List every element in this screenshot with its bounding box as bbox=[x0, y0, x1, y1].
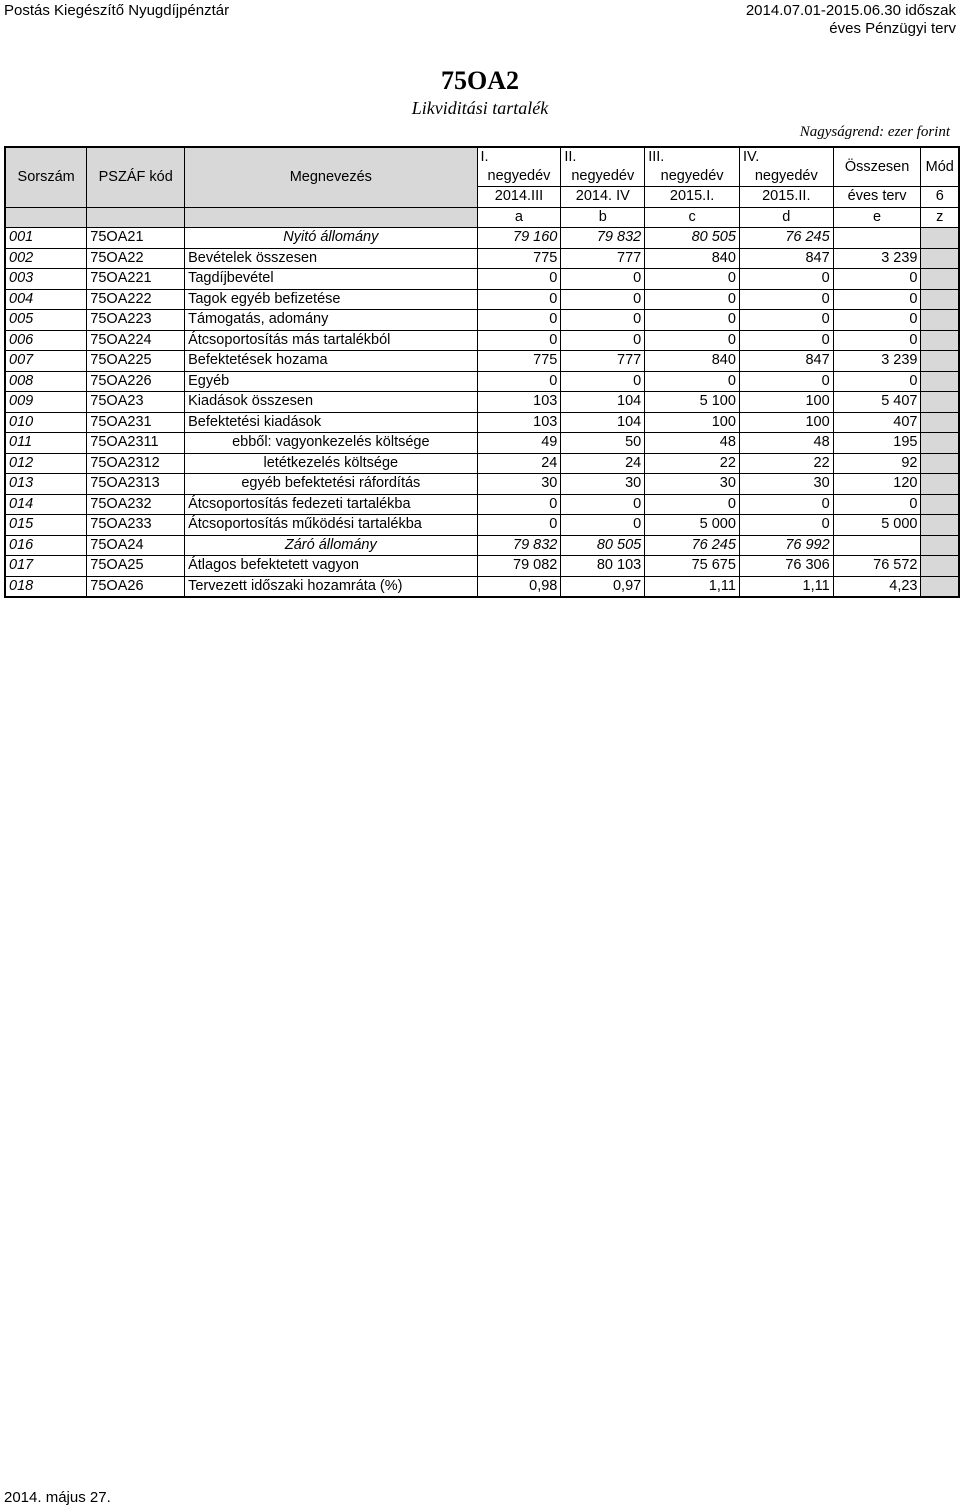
mod-cell bbox=[921, 515, 959, 536]
col-q3 bbox=[645, 147, 740, 187]
table-row bbox=[5, 474, 959, 495]
value-q3: 22 bbox=[645, 453, 740, 474]
value-q1: 0 bbox=[477, 494, 561, 515]
value-q2: 104 bbox=[561, 392, 645, 413]
table-row bbox=[5, 576, 959, 597]
row-pszaf-code: 75OA226 bbox=[87, 371, 185, 392]
mod-cell bbox=[921, 371, 959, 392]
period-info bbox=[746, 2, 956, 38]
row-number: 002 bbox=[5, 248, 87, 269]
value-q2: 0 bbox=[561, 269, 645, 290]
value-total: 5 407 bbox=[833, 392, 921, 413]
value-q4: 0 bbox=[739, 371, 833, 392]
value-q4: 30 bbox=[739, 474, 833, 495]
table-row bbox=[5, 535, 959, 556]
value-q2: 80 103 bbox=[561, 556, 645, 577]
value-q4: 0 bbox=[739, 289, 833, 310]
table-row bbox=[5, 371, 959, 392]
col-mod: Mód bbox=[921, 147, 959, 187]
col-pszaf-kod: PSZÁF kód bbox=[87, 147, 185, 207]
value-q3: 48 bbox=[645, 433, 740, 454]
row-number: 001 bbox=[5, 228, 87, 249]
q2-roman: II. bbox=[564, 149, 577, 165]
row-label: Befektetések hozama bbox=[185, 351, 477, 372]
value-total: 0 bbox=[833, 310, 921, 331]
value-q2: 30 bbox=[561, 474, 645, 495]
row-pszaf-code: 75OA2313 bbox=[87, 474, 185, 495]
mod-cell bbox=[921, 228, 959, 249]
value-total bbox=[833, 535, 921, 556]
q1-period: 2014.III bbox=[477, 187, 561, 208]
value-total: 4,23 bbox=[833, 576, 921, 597]
mod-cell bbox=[921, 392, 959, 413]
row-pszaf-code: 75OA24 bbox=[87, 535, 185, 556]
mod-cell bbox=[921, 474, 959, 495]
mod-cell bbox=[921, 535, 959, 556]
row-pszaf-code: 75OA221 bbox=[87, 269, 185, 290]
mod-cell bbox=[921, 310, 959, 331]
row-label: Tagdíjbevétel bbox=[185, 269, 477, 290]
mod-cell bbox=[921, 433, 959, 454]
col-q4 bbox=[739, 147, 833, 187]
value-q2: 24 bbox=[561, 453, 645, 474]
value-q3: 1,11 bbox=[645, 576, 740, 597]
table-body bbox=[5, 228, 959, 598]
value-q2: 104 bbox=[561, 412, 645, 433]
value-total: 5 000 bbox=[833, 515, 921, 536]
value-q2: 777 bbox=[561, 351, 645, 372]
total-period: éves terv bbox=[833, 187, 921, 208]
table-row bbox=[5, 351, 959, 372]
row-number: 006 bbox=[5, 330, 87, 351]
row-number: 018 bbox=[5, 576, 87, 597]
table-row bbox=[5, 228, 959, 249]
table-row bbox=[5, 515, 959, 536]
value-q4: 100 bbox=[739, 412, 833, 433]
value-q4: 0 bbox=[739, 515, 833, 536]
letter-blank-3 bbox=[185, 207, 477, 228]
value-q4: 847 bbox=[739, 351, 833, 372]
row-pszaf-code: 75OA223 bbox=[87, 310, 185, 331]
value-q4: 76 245 bbox=[739, 228, 833, 249]
table-row bbox=[5, 310, 959, 331]
row-number: 008 bbox=[5, 371, 87, 392]
value-q1: 103 bbox=[477, 392, 561, 413]
row-label: Nyitó állomány bbox=[185, 228, 477, 249]
value-q3: 840 bbox=[645, 351, 740, 372]
table-row bbox=[5, 330, 959, 351]
row-number: 014 bbox=[5, 494, 87, 515]
table-row bbox=[5, 494, 959, 515]
value-q4: 847 bbox=[739, 248, 833, 269]
q4-word: negyedév bbox=[754, 168, 818, 184]
value-q3: 30 bbox=[645, 474, 740, 495]
letter-z: z bbox=[921, 207, 959, 228]
liquidity-reserve-table bbox=[4, 146, 960, 598]
row-label: Befektetési kiadások bbox=[185, 412, 477, 433]
value-total: 76 572 bbox=[833, 556, 921, 577]
plan-type: éves Pénzügyi terv bbox=[829, 20, 956, 37]
q2-word: negyedév bbox=[571, 168, 635, 184]
letter-c: c bbox=[645, 207, 740, 228]
row-label: Egyéb bbox=[185, 371, 477, 392]
value-q1: 0 bbox=[477, 515, 561, 536]
row-label: egyéb befektetési ráfordítás bbox=[185, 474, 477, 495]
unit-note: Nagyságrend: ezer forint bbox=[799, 124, 950, 140]
row-number: 012 bbox=[5, 453, 87, 474]
q4-roman: IV. bbox=[742, 149, 760, 165]
row-label: Támogatás, adomány bbox=[185, 310, 477, 331]
mod-cell bbox=[921, 248, 959, 269]
value-q3: 0 bbox=[645, 330, 740, 351]
value-q3: 5 000 bbox=[645, 515, 740, 536]
col-sorszam: Sorszám bbox=[5, 147, 87, 207]
row-number: 004 bbox=[5, 289, 87, 310]
mod-cell bbox=[921, 330, 959, 351]
value-q4: 0 bbox=[739, 310, 833, 331]
q3-roman: III. bbox=[648, 149, 665, 165]
value-q2: 0,97 bbox=[561, 576, 645, 597]
value-q2: 50 bbox=[561, 433, 645, 454]
value-total: 0 bbox=[833, 371, 921, 392]
fund-name: Postás Kiegészítő Nyugdíjpénztár bbox=[4, 2, 230, 19]
row-label: Átcsoportosítás működési tartalékba bbox=[185, 515, 477, 536]
value-q1: 79 082 bbox=[477, 556, 561, 577]
row-pszaf-code: 75OA233 bbox=[87, 515, 185, 536]
value-q2: 80 505 bbox=[561, 535, 645, 556]
q1-word: negyedév bbox=[487, 168, 551, 184]
row-number: 003 bbox=[5, 269, 87, 290]
table-row bbox=[5, 556, 959, 577]
mod-cell bbox=[921, 269, 959, 290]
value-q2: 0 bbox=[561, 289, 645, 310]
value-q1: 0 bbox=[477, 289, 561, 310]
value-total: 92 bbox=[833, 453, 921, 474]
q3-word: negyedév bbox=[660, 168, 724, 184]
q2-period: 2014. IV bbox=[561, 187, 645, 208]
value-q1: 0 bbox=[477, 330, 561, 351]
value-total: 3 239 bbox=[833, 351, 921, 372]
row-pszaf-code: 75OA222 bbox=[87, 289, 185, 310]
value-q3: 76 245 bbox=[645, 535, 740, 556]
footer-date: 2014. május 27. bbox=[4, 1489, 111, 1506]
row-label: Átcsoportosítás más tartalékból bbox=[185, 330, 477, 351]
value-q2: 0 bbox=[561, 494, 645, 515]
value-q3: 0 bbox=[645, 494, 740, 515]
row-label: Bevételek összesen bbox=[185, 248, 477, 269]
letter-e: e bbox=[833, 207, 921, 228]
letter-blank-2 bbox=[87, 207, 185, 228]
value-q4: 76 992 bbox=[739, 535, 833, 556]
table-row bbox=[5, 269, 959, 290]
value-q4: 0 bbox=[739, 494, 833, 515]
value-q4: 0 bbox=[739, 269, 833, 290]
value-total: 0 bbox=[833, 289, 921, 310]
row-label: Tervezett időszaki hozamráta (%) bbox=[185, 576, 477, 597]
row-pszaf-code: 75OA231 bbox=[87, 412, 185, 433]
table-row bbox=[5, 453, 959, 474]
table-row bbox=[5, 289, 959, 310]
letter-d: d bbox=[739, 207, 833, 228]
col-q1 bbox=[477, 147, 561, 187]
form-title: Likviditási tartalék bbox=[411, 98, 549, 118]
value-q2: 0 bbox=[561, 371, 645, 392]
value-q3: 0 bbox=[645, 289, 740, 310]
table-row bbox=[5, 248, 959, 269]
col-megnevezes: Megnevezés bbox=[185, 147, 477, 207]
col-q2 bbox=[561, 147, 645, 187]
row-label: ebből: vagyonkezelés költsége bbox=[185, 433, 477, 454]
value-q4: 48 bbox=[739, 433, 833, 454]
row-number: 009 bbox=[5, 392, 87, 413]
row-label: Kiadások összesen bbox=[185, 392, 477, 413]
q4-period: 2015.II. bbox=[739, 187, 833, 208]
q3-period: 2015.I. bbox=[645, 187, 740, 208]
row-label: Tagok egyéb befizetése bbox=[185, 289, 477, 310]
row-pszaf-code: 75OA232 bbox=[87, 494, 185, 515]
value-q3: 0 bbox=[645, 269, 740, 290]
table-row bbox=[5, 433, 959, 454]
value-q2: 79 832 bbox=[561, 228, 645, 249]
row-pszaf-code: 75OA26 bbox=[87, 576, 185, 597]
value-q4: 76 306 bbox=[739, 556, 833, 577]
mod-cell bbox=[921, 556, 959, 577]
row-pszaf-code: 75OA21 bbox=[87, 228, 185, 249]
letter-blank-1 bbox=[5, 207, 87, 228]
row-number: 015 bbox=[5, 515, 87, 536]
value-q3: 5 100 bbox=[645, 392, 740, 413]
row-label: letétkezelés költsége bbox=[185, 453, 477, 474]
value-q1: 24 bbox=[477, 453, 561, 474]
value-q2: 0 bbox=[561, 515, 645, 536]
value-q1: 79 832 bbox=[477, 535, 561, 556]
value-q2: 0 bbox=[561, 330, 645, 351]
value-total: 407 bbox=[833, 412, 921, 433]
period-range: 2014.07.01-2015.06.30 időszak bbox=[745, 2, 956, 19]
value-total: 0 bbox=[833, 494, 921, 515]
row-number: 005 bbox=[5, 310, 87, 331]
col-osszesen: Összesen bbox=[833, 147, 921, 187]
value-total: 3 239 bbox=[833, 248, 921, 269]
table-row bbox=[5, 392, 959, 413]
letter-b: b bbox=[561, 207, 645, 228]
row-number: 011 bbox=[5, 433, 87, 454]
value-q1: 30 bbox=[477, 474, 561, 495]
row-number: 017 bbox=[5, 556, 87, 577]
value-q4: 0 bbox=[739, 330, 833, 351]
mod-cell bbox=[921, 351, 959, 372]
value-q1: 0 bbox=[477, 310, 561, 331]
value-total: 0 bbox=[833, 269, 921, 290]
value-q2: 777 bbox=[561, 248, 645, 269]
mod-cell bbox=[921, 494, 959, 515]
mod-cell bbox=[921, 412, 959, 433]
mod-number: 6 bbox=[921, 187, 959, 208]
row-pszaf-code: 75OA2312 bbox=[87, 453, 185, 474]
row-label: Záró állomány bbox=[185, 535, 477, 556]
value-q1: 79 160 bbox=[477, 228, 561, 249]
value-q1: 775 bbox=[477, 248, 561, 269]
row-number: 016 bbox=[5, 535, 87, 556]
mod-cell bbox=[921, 453, 959, 474]
value-q1: 49 bbox=[477, 433, 561, 454]
form-code: 75OA2 bbox=[441, 66, 519, 95]
table-row bbox=[5, 412, 959, 433]
value-q3: 100 bbox=[645, 412, 740, 433]
value-q4: 1,11 bbox=[739, 576, 833, 597]
row-pszaf-code: 75OA224 bbox=[87, 330, 185, 351]
value-q1: 775 bbox=[477, 351, 561, 372]
mod-cell bbox=[921, 289, 959, 310]
row-label: Átlagos befektetett vagyon bbox=[185, 556, 477, 577]
row-pszaf-code: 75OA22 bbox=[87, 248, 185, 269]
value-q3: 0 bbox=[645, 310, 740, 331]
row-pszaf-code: 75OA225 bbox=[87, 351, 185, 372]
row-number: 007 bbox=[5, 351, 87, 372]
row-pszaf-code: 75OA2311 bbox=[87, 433, 185, 454]
value-q4: 100 bbox=[739, 392, 833, 413]
value-q1: 0 bbox=[477, 269, 561, 290]
q1-roman: I. bbox=[480, 149, 489, 165]
value-total: 0 bbox=[833, 330, 921, 351]
value-q3: 840 bbox=[645, 248, 740, 269]
letter-a: a bbox=[477, 207, 561, 228]
value-q1: 0,98 bbox=[477, 576, 561, 597]
value-q1: 0 bbox=[477, 371, 561, 392]
value-q1: 103 bbox=[477, 412, 561, 433]
mod-cell bbox=[921, 576, 959, 597]
row-label: Átcsoportosítás fedezeti tartalékba bbox=[185, 494, 477, 515]
value-total bbox=[833, 228, 921, 249]
row-number: 010 bbox=[5, 412, 87, 433]
value-q3: 0 bbox=[645, 371, 740, 392]
row-pszaf-code: 75OA25 bbox=[87, 556, 185, 577]
value-total: 120 bbox=[833, 474, 921, 495]
value-q4: 22 bbox=[739, 453, 833, 474]
row-pszaf-code: 75OA23 bbox=[87, 392, 185, 413]
value-q3: 75 675 bbox=[645, 556, 740, 577]
value-total: 195 bbox=[833, 433, 921, 454]
value-q2: 0 bbox=[561, 310, 645, 331]
value-q3: 80 505 bbox=[645, 228, 740, 249]
row-number: 013 bbox=[5, 474, 87, 495]
